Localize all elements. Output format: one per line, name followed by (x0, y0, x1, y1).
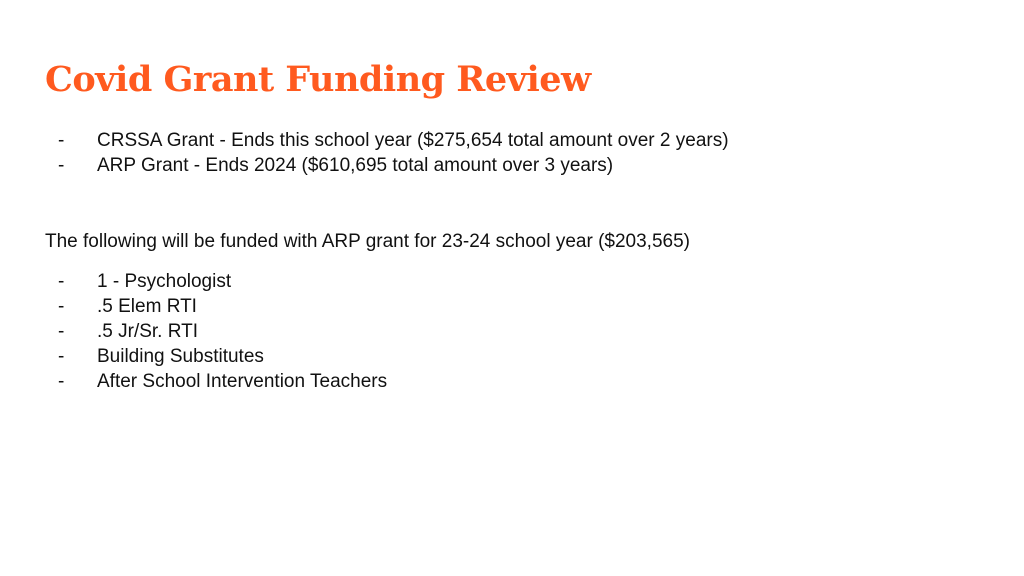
list-item (45, 153, 729, 178)
funded-item-substitutes: Building Substitutes (97, 346, 264, 367)
grant-item-crssa: CRSSA Grant - Ends this school year ($275,654 total amount over 2 years) (97, 130, 729, 151)
bullet-dash: - (58, 371, 65, 392)
bullet-dash: - (58, 321, 65, 342)
bullet-dash: - (58, 296, 65, 317)
list-item (45, 128, 729, 153)
funded-item-jr-sr-rti: .5 Jr/Sr. RTI (97, 321, 199, 342)
list-item (45, 344, 387, 369)
funded-intro: The following will be funded with ARP grant for 23-24 school year ($203,565) (45, 231, 690, 252)
list-item (45, 369, 387, 394)
funded-item-psychologist: 1 - Psychologist (97, 271, 232, 292)
list-item (45, 294, 387, 319)
funded-item-intervention-teachers: After School Intervention Teachers (97, 371, 388, 392)
bullet-dash: - (58, 346, 65, 367)
grant-item-arp: ARP Grant - Ends 2024 ($610,695 total amount over 3 years) (97, 155, 614, 176)
bullet-dash: - (58, 155, 65, 176)
bullet-dash: - (58, 271, 65, 292)
bullet-dash: - (58, 130, 65, 151)
funded-list (45, 269, 387, 394)
list-item (45, 319, 387, 344)
grant-list (45, 128, 729, 178)
funded-item-elem-rti: .5 Elem RTI (97, 296, 197, 317)
slide-title: Covid Grant Funding Review (45, 59, 591, 100)
list-item (45, 269, 387, 294)
